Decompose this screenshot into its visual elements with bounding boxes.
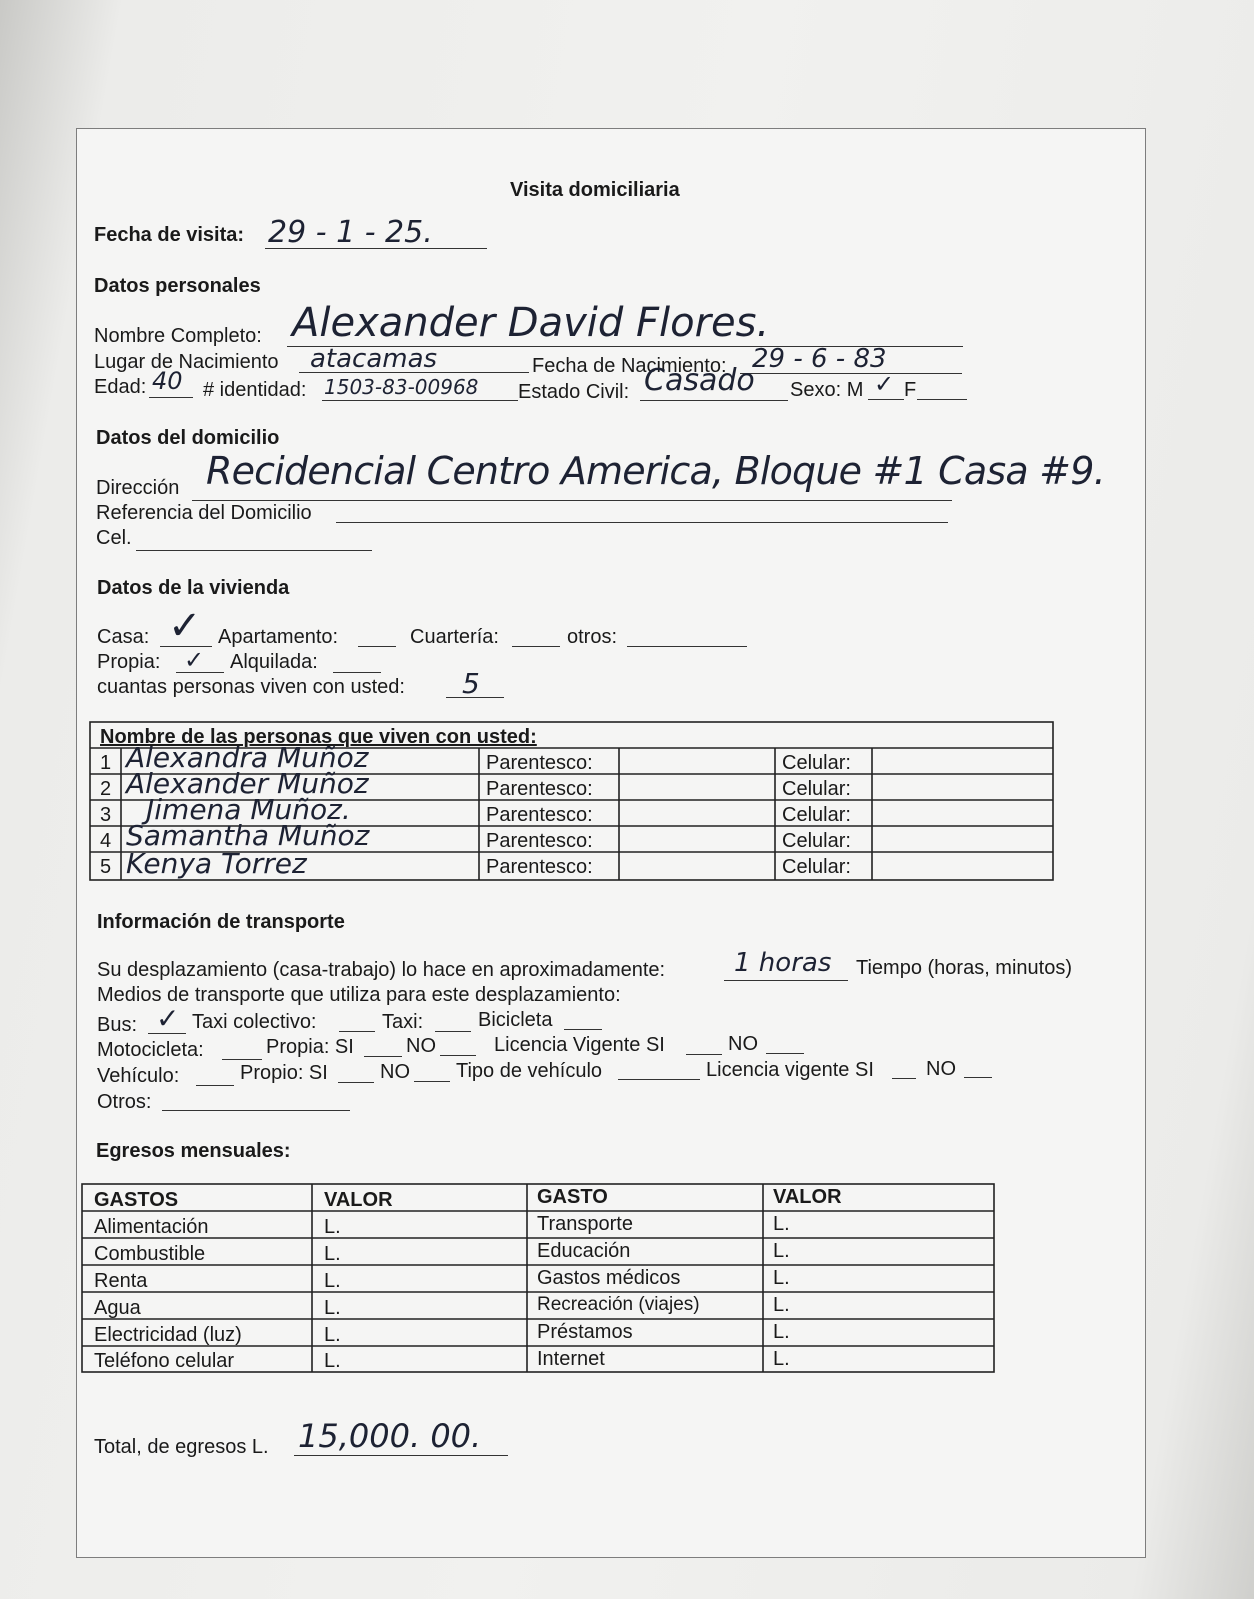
expense-currency: L.	[324, 1324, 341, 1346]
datos-vivienda-heading: Datos de la vivienda	[97, 577, 290, 599]
person-name: Alexandra Muñoz	[126, 741, 369, 774]
tipo-vehiculo-label: Tipo de vehículo	[456, 1060, 603, 1082]
otros-vivienda-label: otros:	[567, 626, 618, 648]
celular-label: Celular:	[782, 778, 851, 800]
personas-table-header: Nombre de las personas que viven con usted:	[100, 726, 537, 748]
expense-currency: L.	[773, 1321, 790, 1343]
expense-item: Recreación (viajes)	[537, 1294, 700, 1315]
parentesco-label: Parentesco:	[486, 830, 593, 852]
cel-label: Cel.	[96, 527, 132, 549]
expense-currency: L.	[324, 1297, 341, 1319]
expense-item: Alimentación	[94, 1216, 209, 1238]
motocicleta-label: Motocicleta:	[97, 1039, 204, 1061]
apartamento-label: Apartamento:	[218, 626, 339, 648]
edad-value: 40	[152, 367, 183, 395]
vehiculo-no-label: NO	[380, 1061, 410, 1083]
expense-item: Préstamos	[537, 1321, 633, 1343]
valor-header-left: VALOR	[324, 1189, 393, 1211]
total-egresos-value: 15,000. 00.	[298, 1417, 482, 1455]
celular-label: Celular:	[782, 830, 851, 852]
expense-currency: L.	[324, 1350, 341, 1372]
expense-item: Teléfono celular	[94, 1350, 235, 1372]
alquilada-label: Alquilada:	[230, 651, 318, 673]
nombre-value: Alexander David Flores.	[292, 300, 770, 346]
expense-currency: L.	[324, 1243, 341, 1265]
cuantas-label: cuantas personas viven con usted:	[97, 676, 405, 698]
casa-check-icon: ✓	[168, 603, 202, 649]
bus-label: Bus:	[97, 1014, 138, 1036]
row-number: 3	[100, 804, 112, 826]
taxi-colectivo-label: Taxi colectivo:	[192, 1011, 317, 1033]
person-name: Samantha Muñoz	[126, 819, 370, 852]
sexo-f-label: F	[904, 379, 917, 401]
expense-item: Educación	[537, 1240, 631, 1262]
edad-label: Edad:	[94, 376, 147, 398]
estado-civil-label: Estado Civil:	[518, 381, 630, 403]
total-egresos-line	[294, 1455, 508, 1456]
fecha-visita-value: 29 - 1 - 25.	[268, 215, 433, 250]
celular-label: Celular:	[782, 856, 851, 878]
person-name: Alexander Muñoz	[126, 767, 369, 800]
casa-label: Casa:	[97, 626, 150, 648]
nombre-label: Nombre Completo:	[94, 325, 262, 347]
row-number: 4	[100, 830, 112, 852]
parentesco-label: Parentesco:	[486, 752, 593, 774]
transporte-heading: Información de transporte	[97, 911, 345, 933]
desplazamiento-label: Su desplazamiento (casa-trabajo) lo hace en aproximadamente:	[97, 959, 666, 981]
datos-domicilio-heading: Datos del domicilio	[96, 427, 280, 449]
cuarteria-label: Cuartería:	[410, 626, 499, 648]
row-number: 2	[100, 778, 112, 800]
expense-item: Agua	[94, 1297, 141, 1319]
vehiculo-label: Vehículo:	[97, 1065, 180, 1087]
celular-label: Celular:	[782, 804, 851, 826]
expense-currency: L.	[773, 1213, 790, 1235]
moto-licencia-no-label: NO	[728, 1033, 758, 1055]
cuantas-value: 5	[462, 667, 480, 700]
expense-currency: L.	[773, 1294, 790, 1316]
total-egresos-label: Total, de egresos L.	[94, 1436, 269, 1458]
vehiculo-propio-si-label: Propio: SI	[240, 1062, 328, 1084]
expense-currency: L.	[773, 1348, 790, 1370]
moto-no-label: NO	[406, 1035, 436, 1057]
datos-personales-heading: Datos personales	[94, 275, 261, 297]
expense-currency: L.	[773, 1267, 790, 1289]
otros-transporte-label: Otros:	[97, 1091, 152, 1113]
lugar-label: Lugar de Nacimiento	[94, 351, 279, 373]
expense-item: Gastos médicos	[537, 1267, 681, 1289]
valor-header-right: VALOR	[773, 1186, 842, 1208]
propia-label: Propia:	[97, 651, 161, 673]
medios-label: Medios de transporte que utiliza para este desplazamiento:	[97, 984, 621, 1006]
expense-item: Electricidad (luz)	[94, 1324, 242, 1346]
direccion-value: Recidencial Centro America, Bloque #1 Casa #9.	[206, 449, 1105, 493]
parentesco-label: Parentesco:	[486, 856, 593, 878]
vehiculo-licencia-label: Licencia vigente SI	[706, 1059, 874, 1081]
parentesco-label: Parentesco:	[486, 778, 593, 800]
moto-licencia-label: Licencia Vigente SI	[494, 1034, 665, 1056]
bicicleta-label: Bicicleta	[478, 1009, 553, 1031]
expense-item: Renta	[94, 1270, 148, 1292]
expense-currency: L.	[324, 1216, 341, 1238]
propia-check-icon: ✓	[184, 646, 205, 674]
celular-label: Celular:	[782, 752, 851, 774]
row-number: 1	[100, 752, 112, 774]
estado-civil-value: Casado	[644, 363, 755, 398]
sexo-label: Sexo: M	[790, 379, 864, 401]
expense-item: Internet	[537, 1348, 605, 1370]
sexo-m-check-icon: ✓	[874, 370, 895, 398]
form-title: Visita domiciliaria	[510, 179, 680, 201]
gasto-header: GASTO	[537, 1186, 608, 1208]
person-name: Jimena Muñoz.	[146, 793, 351, 826]
direccion-label: Dirección	[96, 477, 180, 499]
identidad-value: 1503-83-00968	[324, 375, 479, 399]
lugar-value: atacamas	[310, 344, 438, 374]
egresos-heading: Egresos mensuales:	[96, 1140, 291, 1162]
expense-item: Combustible	[94, 1243, 206, 1265]
bus-check-icon: ✓	[156, 1002, 180, 1035]
fecha-visita-label: Fecha de visita:	[94, 224, 245, 246]
fecha-nac-label: Fecha de Nacimiento:	[532, 355, 727, 377]
desplazamiento-value: 1 horas	[734, 948, 832, 978]
moto-propia-si-label: Propia: SI	[266, 1036, 354, 1058]
identidad-label: # identidad:	[203, 379, 307, 401]
tiempo-label: Tiempo (horas, minutos)	[856, 957, 1072, 979]
expense-item: Transporte	[537, 1213, 633, 1235]
gastos-header: GASTOS	[94, 1189, 179, 1211]
vehiculo-licencia-no-label: NO	[926, 1058, 956, 1080]
expense-currency: L.	[773, 1240, 790, 1262]
person-name: Kenya Torrez	[126, 847, 307, 880]
referencia-label: Referencia del Domicilio	[96, 502, 312, 524]
fecha-nac-value: 29 - 6 - 83	[752, 344, 887, 374]
parentesco-label: Parentesco:	[486, 804, 593, 826]
expense-currency: L.	[324, 1270, 341, 1292]
taxi-label: Taxi:	[382, 1011, 424, 1033]
row-number: 5	[100, 856, 112, 878]
